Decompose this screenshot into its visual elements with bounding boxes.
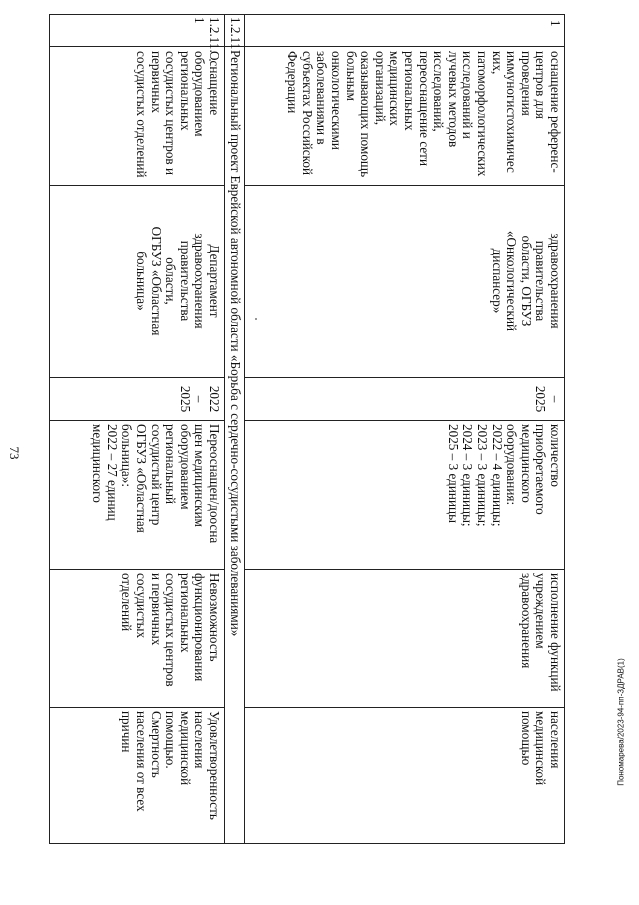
row2-executor [133, 188, 221, 374]
row1-executor [489, 188, 562, 374]
cell-line: медицинского [90, 424, 106, 503]
cell-line: сосудистых центров и [163, 51, 179, 176]
col-divider [49, 420, 225, 421]
cell-line: переоснащение сети [416, 51, 432, 167]
cell-line: щен медицинским [192, 424, 208, 527]
col-divider [245, 377, 565, 378]
cell-line: первичных [148, 51, 164, 113]
cell-line: отделений [119, 573, 135, 632]
cell-line: причин [119, 711, 135, 753]
cell-line: учреждением [533, 573, 549, 649]
cell-line: патоморфологических [475, 51, 491, 177]
cell-line: медицинских [387, 51, 403, 126]
page-number: 73 [7, 446, 22, 460]
row1-measure [285, 51, 562, 183]
col-divider [49, 185, 225, 186]
cell-line: оказывающих помощь [358, 51, 374, 178]
cell-line: приобретаемого [533, 424, 549, 515]
cell-line: субъектах Российской [299, 51, 315, 176]
col-divider [49, 569, 225, 570]
cell-line: населения от всех [134, 711, 150, 812]
cell-line: здравоохранения [548, 233, 563, 329]
cell-line: сосудистых [134, 573, 150, 639]
cell-line: помощью. [163, 711, 179, 769]
row1-consequences [518, 573, 562, 705]
row2-result [90, 424, 221, 567]
cell-line: помощью [518, 711, 534, 766]
row1-result [445, 424, 562, 567]
cell-line: функционирования [192, 573, 208, 682]
cell-line: количество [548, 424, 563, 487]
row-divider [224, 14, 225, 844]
cell-line: исследований, [431, 51, 447, 132]
cell-line: заболеваниями в [314, 51, 330, 145]
cell-line: и первичных [148, 573, 164, 646]
row1-number [547, 20, 562, 44]
cell-line: организаций, [372, 51, 388, 126]
cell-line: 2024 – 3 единицы; [460, 424, 476, 527]
col-divider [49, 707, 225, 708]
col-divider [245, 420, 565, 421]
cell-line: здравоохранения [192, 233, 208, 329]
cell-line: 1 [548, 20, 563, 27]
cell-line: региональный [163, 424, 179, 505]
cell-line: больница»: [119, 424, 135, 488]
cell-line: больница» [134, 251, 150, 311]
cell-line: Оснащение [207, 51, 222, 116]
cell-line: сосудистый центр [148, 424, 164, 526]
cell-line: – [548, 395, 563, 403]
cell-line: ОГБУЗ «Областная [134, 424, 150, 533]
col-divider [245, 569, 565, 570]
cell-line: здравоохранения [518, 573, 534, 669]
document-id: Пономарева/2023-94-пп-ЗДРАВ(1) [616, 658, 626, 786]
cell-line: центров для [533, 51, 549, 119]
row2-number [192, 17, 222, 53]
row2-measure [133, 51, 221, 183]
cell-line: 1 [192, 17, 208, 24]
cell-line: населения [192, 711, 208, 769]
cell-line: Смертность [148, 711, 164, 778]
cell-line: ких, [489, 51, 505, 75]
project-title [227, 50, 242, 842]
cell-line: Невозможность [207, 573, 222, 662]
cell-line: онкологическими [329, 51, 345, 150]
cell-line: 2022 – 4 единицы; [489, 424, 505, 527]
cell-line: «Онкологический [504, 230, 520, 332]
cell-line: сосудистых отделений [134, 51, 150, 178]
cell-line: 2022 [207, 385, 222, 413]
row1-period [533, 380, 562, 418]
col-divider [245, 46, 565, 47]
cell-line: населения [548, 711, 563, 769]
cell-line: сосудистых центров [163, 573, 179, 687]
cell-line: медицинской [533, 711, 549, 786]
cell-line: региональных [177, 51, 193, 131]
cell-line: Переоснащен/дооснa [207, 424, 222, 544]
cell-line: 2025 [533, 385, 549, 413]
cell-line: 2023 – 3 единицы; [475, 424, 491, 527]
cell-line: диспансер» [489, 248, 505, 314]
cell-line: Удовлетворенность [207, 711, 222, 820]
cell-line: оборудованием [192, 51, 208, 137]
cell-line: исследований и [460, 51, 476, 139]
project-number-text: 1.2.11 [228, 17, 243, 50]
col-divider [245, 185, 565, 186]
cell-line: проведения [518, 51, 534, 116]
cell-line: – [192, 395, 208, 403]
col-divider [49, 46, 225, 47]
row-divider [244, 14, 245, 844]
cell-line: региональных [402, 51, 418, 131]
cell-line: правительства [533, 240, 549, 322]
cell-line: медицинской [177, 711, 193, 786]
cell-line: оснащение референс- [548, 51, 563, 173]
cell-line: оборудованием [177, 424, 193, 510]
cell-line: области, ОГБУЗ [518, 235, 534, 327]
row1-indicator [518, 711, 562, 841]
cell-line: иммуногистохимичес [504, 51, 520, 173]
rotated-page [49, 14, 565, 844]
row2-indicator [119, 711, 221, 841]
row2-period [177, 380, 221, 418]
cell-line: Федерации [285, 51, 301, 114]
cell-line: оборудования: [504, 424, 520, 506]
cell-line: региональных [177, 573, 193, 653]
cell-line: 2025 [177, 385, 193, 413]
cell-line: исполнение функций [548, 573, 563, 692]
project-number [227, 17, 243, 50]
col-divider [245, 707, 565, 708]
cell-line: 2022 – 27 единиц [104, 424, 120, 521]
cell-line: правительства [177, 240, 193, 322]
cell-line: больным [343, 51, 359, 101]
cell-line: области, [163, 257, 179, 305]
cell-line: 2025 – 3 единицы [445, 424, 461, 523]
cell-line: ОГБУЗ «Областная [148, 226, 164, 336]
col-divider [49, 377, 225, 378]
row2-consequences [119, 573, 221, 705]
cell-line: лучевых методов [445, 51, 461, 148]
cell-line: медицинского [518, 424, 534, 503]
cell-line: Департамент [207, 244, 222, 318]
project-title-text: Региональный проект Еврейской автономной области «Борьба с сердечно-сосудистыми заболеваниями» [228, 50, 243, 637]
cell-line: 1.2.11. [207, 17, 222, 53]
